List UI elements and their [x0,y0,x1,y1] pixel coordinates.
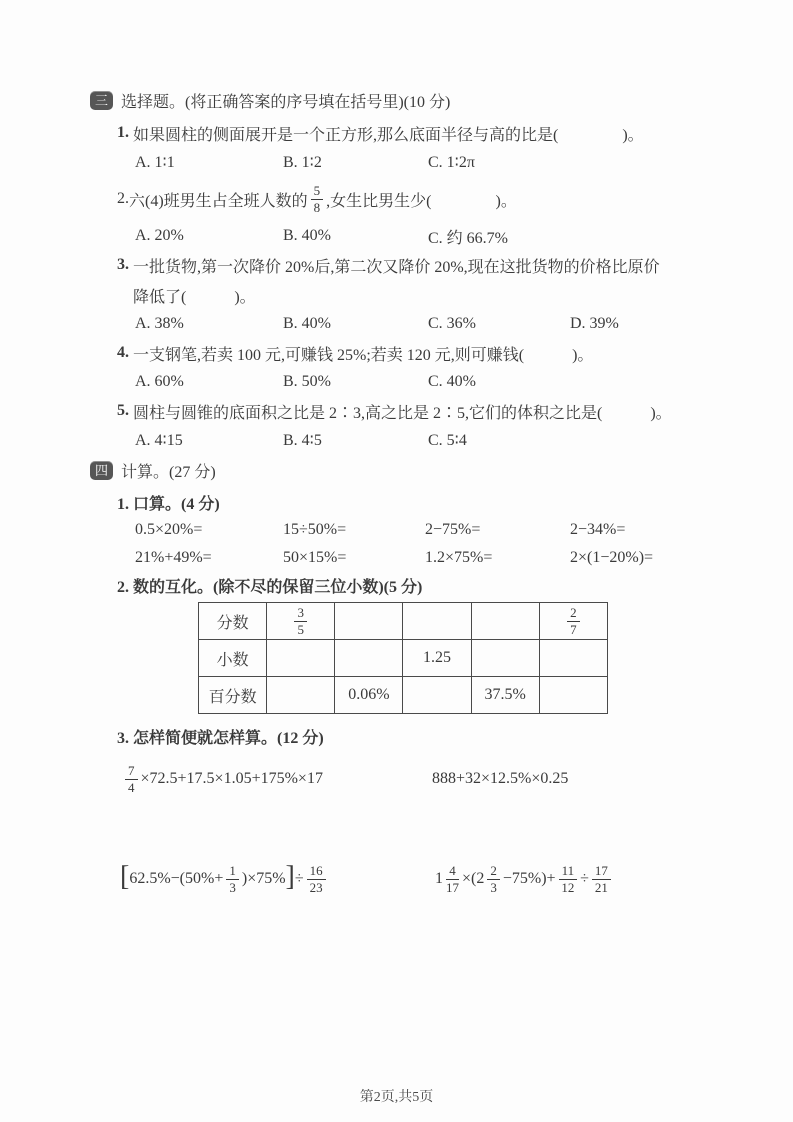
simplify-expr-1: $\frac{7}{4}$ ×72.5+17.5×1.05+175%×17 [122,764,432,794]
question-4 [90,338,733,396]
question-1-option-c: C. 1∶2π [428,154,475,171]
question-2 [90,176,733,250]
oral-calc-row-2 [135,544,733,572]
cell-decimal-blank-3 [471,640,539,677]
cell-decimal-given: 1.25 [403,640,471,677]
question-2-stem [90,176,733,222]
question-2-option-b: B. 40% [283,227,331,244]
question-3-option-a: A. 38% [135,315,184,332]
left-bracket: [ [120,861,130,893]
fraction-3-5: $\frac{3}{5}$ [294,606,307,636]
question-4-options [135,368,733,396]
section-four-badge-icon: 四 [90,461,113,480]
question-2-text-post: ,女生比男生少( )。 [326,192,517,210]
question-3-option-c: C. 36% [428,315,476,332]
question-4-option-a: A. 60% [135,373,184,390]
question-3-option-d: D. 39% [570,315,619,332]
oral-expr-3: 2−75%= [425,521,481,538]
question-2-text-pre: 六(4)班男生占全班人数的 [129,192,308,210]
question-1-option-a: A. 1∶1 [135,154,175,171]
simplify-row-2 [120,861,733,895]
section-four-header [90,458,733,482]
question-1-option-b: B. 1∶2 [283,154,322,171]
simplify-expr-2: 888+32×12.5%×0.25 [432,770,569,788]
row-label-decimal: 小数 [199,640,267,677]
question-4-option-b: B. 50% [283,373,331,390]
table-row-percent [199,677,608,714]
simplify-title: 3. 怎样简便就怎样算。(12 分) [117,729,324,747]
question-1-text: 如果圆柱的侧面展开是一个正方形,那么底面半径与高的比是( )。 [133,126,644,144]
cell-decimal-blank-2 [335,640,403,677]
oral-calc-title: 1. 口算。(4 分) [117,495,220,513]
question-5-option-c: C. 5∶4 [428,432,467,449]
question-3-text-line2: 降低了( )。 [133,288,256,306]
oral-expr-2: 15÷50%= [283,521,347,538]
question-4-number: 4. [117,344,129,361]
question-5-options [135,426,733,454]
cell-decimal-blank-1 [267,640,335,677]
section-choice [90,88,733,454]
conversion-table [198,602,608,714]
simplify-expr-4: 1 $\frac{4}{17}$ ×(2 $\frac{2}{3}$ −75%)+ $\frac{11}{12}$ ÷ $\frac{17}{21}$ [435,864,614,894]
cell-fraction-blank-2 [403,603,471,640]
section-three-badge-icon: 三 [90,91,113,110]
fraction-2-7: $\frac{2}{7}$ [567,606,580,636]
simplify-row-1 [122,764,733,794]
fraction-16-23: $\frac{16}{23}$ [307,864,326,894]
question-3-stem-line2 [90,280,733,310]
question-5-stem [90,396,733,426]
question-4-text: 一支钢笔,若卖 100 元,可赚钱 25%;若卖 120 元,则可赚钱( )。 [133,346,594,364]
cell-percent-blank-3 [539,677,607,714]
oral-calc-row-1 [135,516,733,544]
question-3-option-b: B. 40% [283,315,331,332]
oral-expr-4: 2−34%= [570,521,626,538]
fraction-7-4: $\frac{7}{4}$ [125,764,138,794]
question-2-number: 2. [117,190,129,207]
page-footer: 第2页,共5页 [359,1090,434,1105]
oral-expr-8: 2×(1−20%)= [570,549,654,566]
question-3 [90,250,733,338]
cell-fraction-given-2 [539,603,607,640]
section-three-header [90,88,733,112]
question-3-stem-line1 [90,250,733,280]
question-5-option-a: A. 4∶15 [135,432,183,449]
number-conversion [90,572,733,714]
cell-percent-given-1: 0.06% [335,677,403,714]
oral-calculation [90,488,733,572]
question-1-number: 1. [117,124,129,141]
cell-percent-given-2: 37.5% [471,677,539,714]
question-2-option-c: C. 约 66.7% [428,229,509,247]
fraction-17-21: $\frac{17}{21}$ [592,864,611,894]
cell-decimal-blank-4 [539,640,607,677]
oral-expr-6: 50×15%= [283,549,347,566]
oral-expr-7: 1.2×75%= [425,549,493,566]
cell-percent-blank-2 [403,677,471,714]
right-bracket: ] [285,861,295,893]
fraction-2-3: $\frac{2}{3}$ [487,864,500,894]
question-4-stem [90,338,733,368]
table-row-decimal [199,640,608,677]
simplify-expr-3: [ 62.5%−(50%+ $\frac{1}{3}$ )×75% ] ÷ $\frac{16}{23}$ [120,864,435,894]
cell-fraction-given-1 [267,603,335,640]
section-three-title: 选择题。(将正确答案的序号填在括号里)(10 分) [121,93,451,111]
row-label-fraction: 分数 [199,603,267,640]
question-5-text: 圆柱与圆锥的底面积之比是 2∶3,高之比是 2∶5,它们的体积之比是( )。 [133,404,672,422]
row-label-percent: 百分数 [199,677,267,714]
question-2-option-a: A. 20% [135,227,184,244]
question-5-number: 5. [117,402,129,419]
question-5-option-b: B. 4∶5 [283,432,322,449]
simplify-calculation [90,722,733,895]
question-3-options [135,310,733,338]
fraction-1-3: $\frac{1}{3}$ [226,864,239,894]
oral-expr-1: 0.5×20%= [135,521,203,538]
question-1-options [135,148,733,176]
section-calculation [90,458,733,895]
question-5 [90,396,733,454]
question-2-options [135,222,733,250]
question-1 [90,118,733,176]
cell-fraction-blank-3 [471,603,539,640]
table-row-fraction [199,603,608,640]
fraction-5-8: $\frac{5}{8}$ [311,184,324,214]
question-4-option-c: C. 40% [428,373,476,390]
fraction-11-12: $\frac{11}{12}$ [559,864,578,894]
cell-fraction-blank-1 [335,603,403,640]
section-four-title: 计算。(27 分) [121,463,216,481]
question-3-text-line1: 一批货物,第一次降价 20%后,第二次又降价 20%,现在这批货物的价格比原价 [133,258,660,276]
fraction-4-17: $\frac{4}{17}$ [446,863,459,895]
oral-expr-5: 21%+49%= [135,549,212,566]
conversion-title: 2. 数的互化。(除不尽的保留三位小数)(5 分) [117,578,423,596]
cell-percent-blank-1 [267,677,335,714]
question-1-stem [90,118,733,148]
question-3-number: 3. [117,256,129,273]
